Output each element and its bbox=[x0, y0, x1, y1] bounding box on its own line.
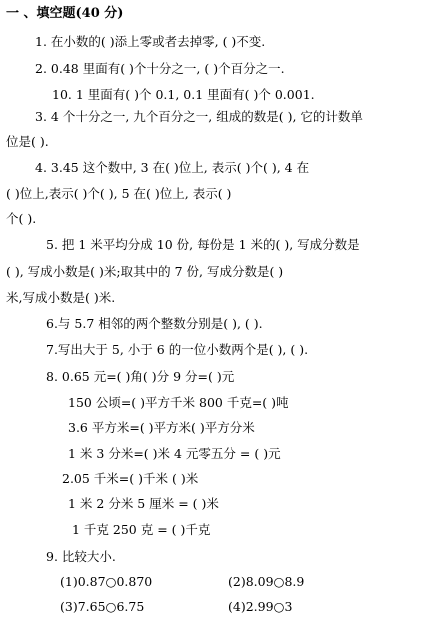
question-3-line-1: 3. 4 个十分之一, 九个百分之一, 组成的数是( ), 它的计数单 bbox=[35, 109, 363, 124]
question-2-part-b: 10. 1 里面有( )个 0.1, 0.1 里面有( )个 0.001. bbox=[52, 87, 315, 102]
question-4-line-2: ( )位上,表示( )个( ), 5 在( )位上, 表示( ) bbox=[6, 186, 232, 201]
question-1: 1. 在小数的( )添上零或者去掉零, ( )不变. bbox=[35, 34, 266, 49]
question-6: 6.与 5.7 相邻的两个整数分别是( ), ( ). bbox=[46, 316, 263, 331]
question-4-line-3: 个( ). bbox=[6, 211, 37, 226]
question-8-line-4: 1 米 3 分米=( )米 4 元零五分 = ( )元 bbox=[68, 446, 281, 461]
question-9-item-3: (3)7.65○6.75 bbox=[60, 599, 145, 614]
question-8-line-3: 3.6 平方米=( )平方米( )平方分米 bbox=[68, 420, 255, 435]
question-9-heading: 9. 比较大小. bbox=[46, 549, 116, 564]
question-5-line-2: ( ), 写成小数是( )米;取其中的 7 份, 写成分数是( ) bbox=[6, 264, 284, 279]
question-5-line-3: 米,写成小数是( )米. bbox=[6, 290, 116, 305]
question-9-item-4: (4)2.99○3 bbox=[228, 599, 293, 614]
question-8-line-5: 2.05 千米=( )千米 ( )米 bbox=[62, 471, 199, 486]
section-title: 一 、填空题(40 分) bbox=[6, 6, 124, 21]
question-5-line-1: 5. 把 1 米平均分成 10 份, 每份是 1 米的( ), 写成分数是 bbox=[46, 237, 360, 252]
question-8-line-6: 1 米 2 分米 5 厘米 = ( )米 bbox=[68, 496, 219, 511]
question-3-line-2: 位是( ). bbox=[6, 134, 49, 149]
question-9-item-2: (2)8.09○8.9 bbox=[228, 574, 305, 589]
question-2: 2. 0.48 里面有( )个十分之一, ( )个百分之一. bbox=[35, 61, 285, 76]
question-8-line-2: 150 公顷=( )平方千米 800 千克=( )吨 bbox=[68, 395, 289, 410]
question-9-item-1: (1)0.87○0.870 bbox=[60, 574, 153, 589]
question-4-line-1: 4. 3.45 这个数中, 3 在( )位上, 表示( )个( ), 4 在 bbox=[35, 160, 310, 175]
question-7: 7.写出大于 5, 小于 6 的一位小数两个是( ), ( ). bbox=[46, 342, 309, 357]
question-8-line-7: 1 千克 250 克 = ( )千克 bbox=[72, 522, 211, 537]
question-8-line-1: 8. 0.65 元=( )角( )分 9 分=( )元 bbox=[46, 369, 235, 384]
